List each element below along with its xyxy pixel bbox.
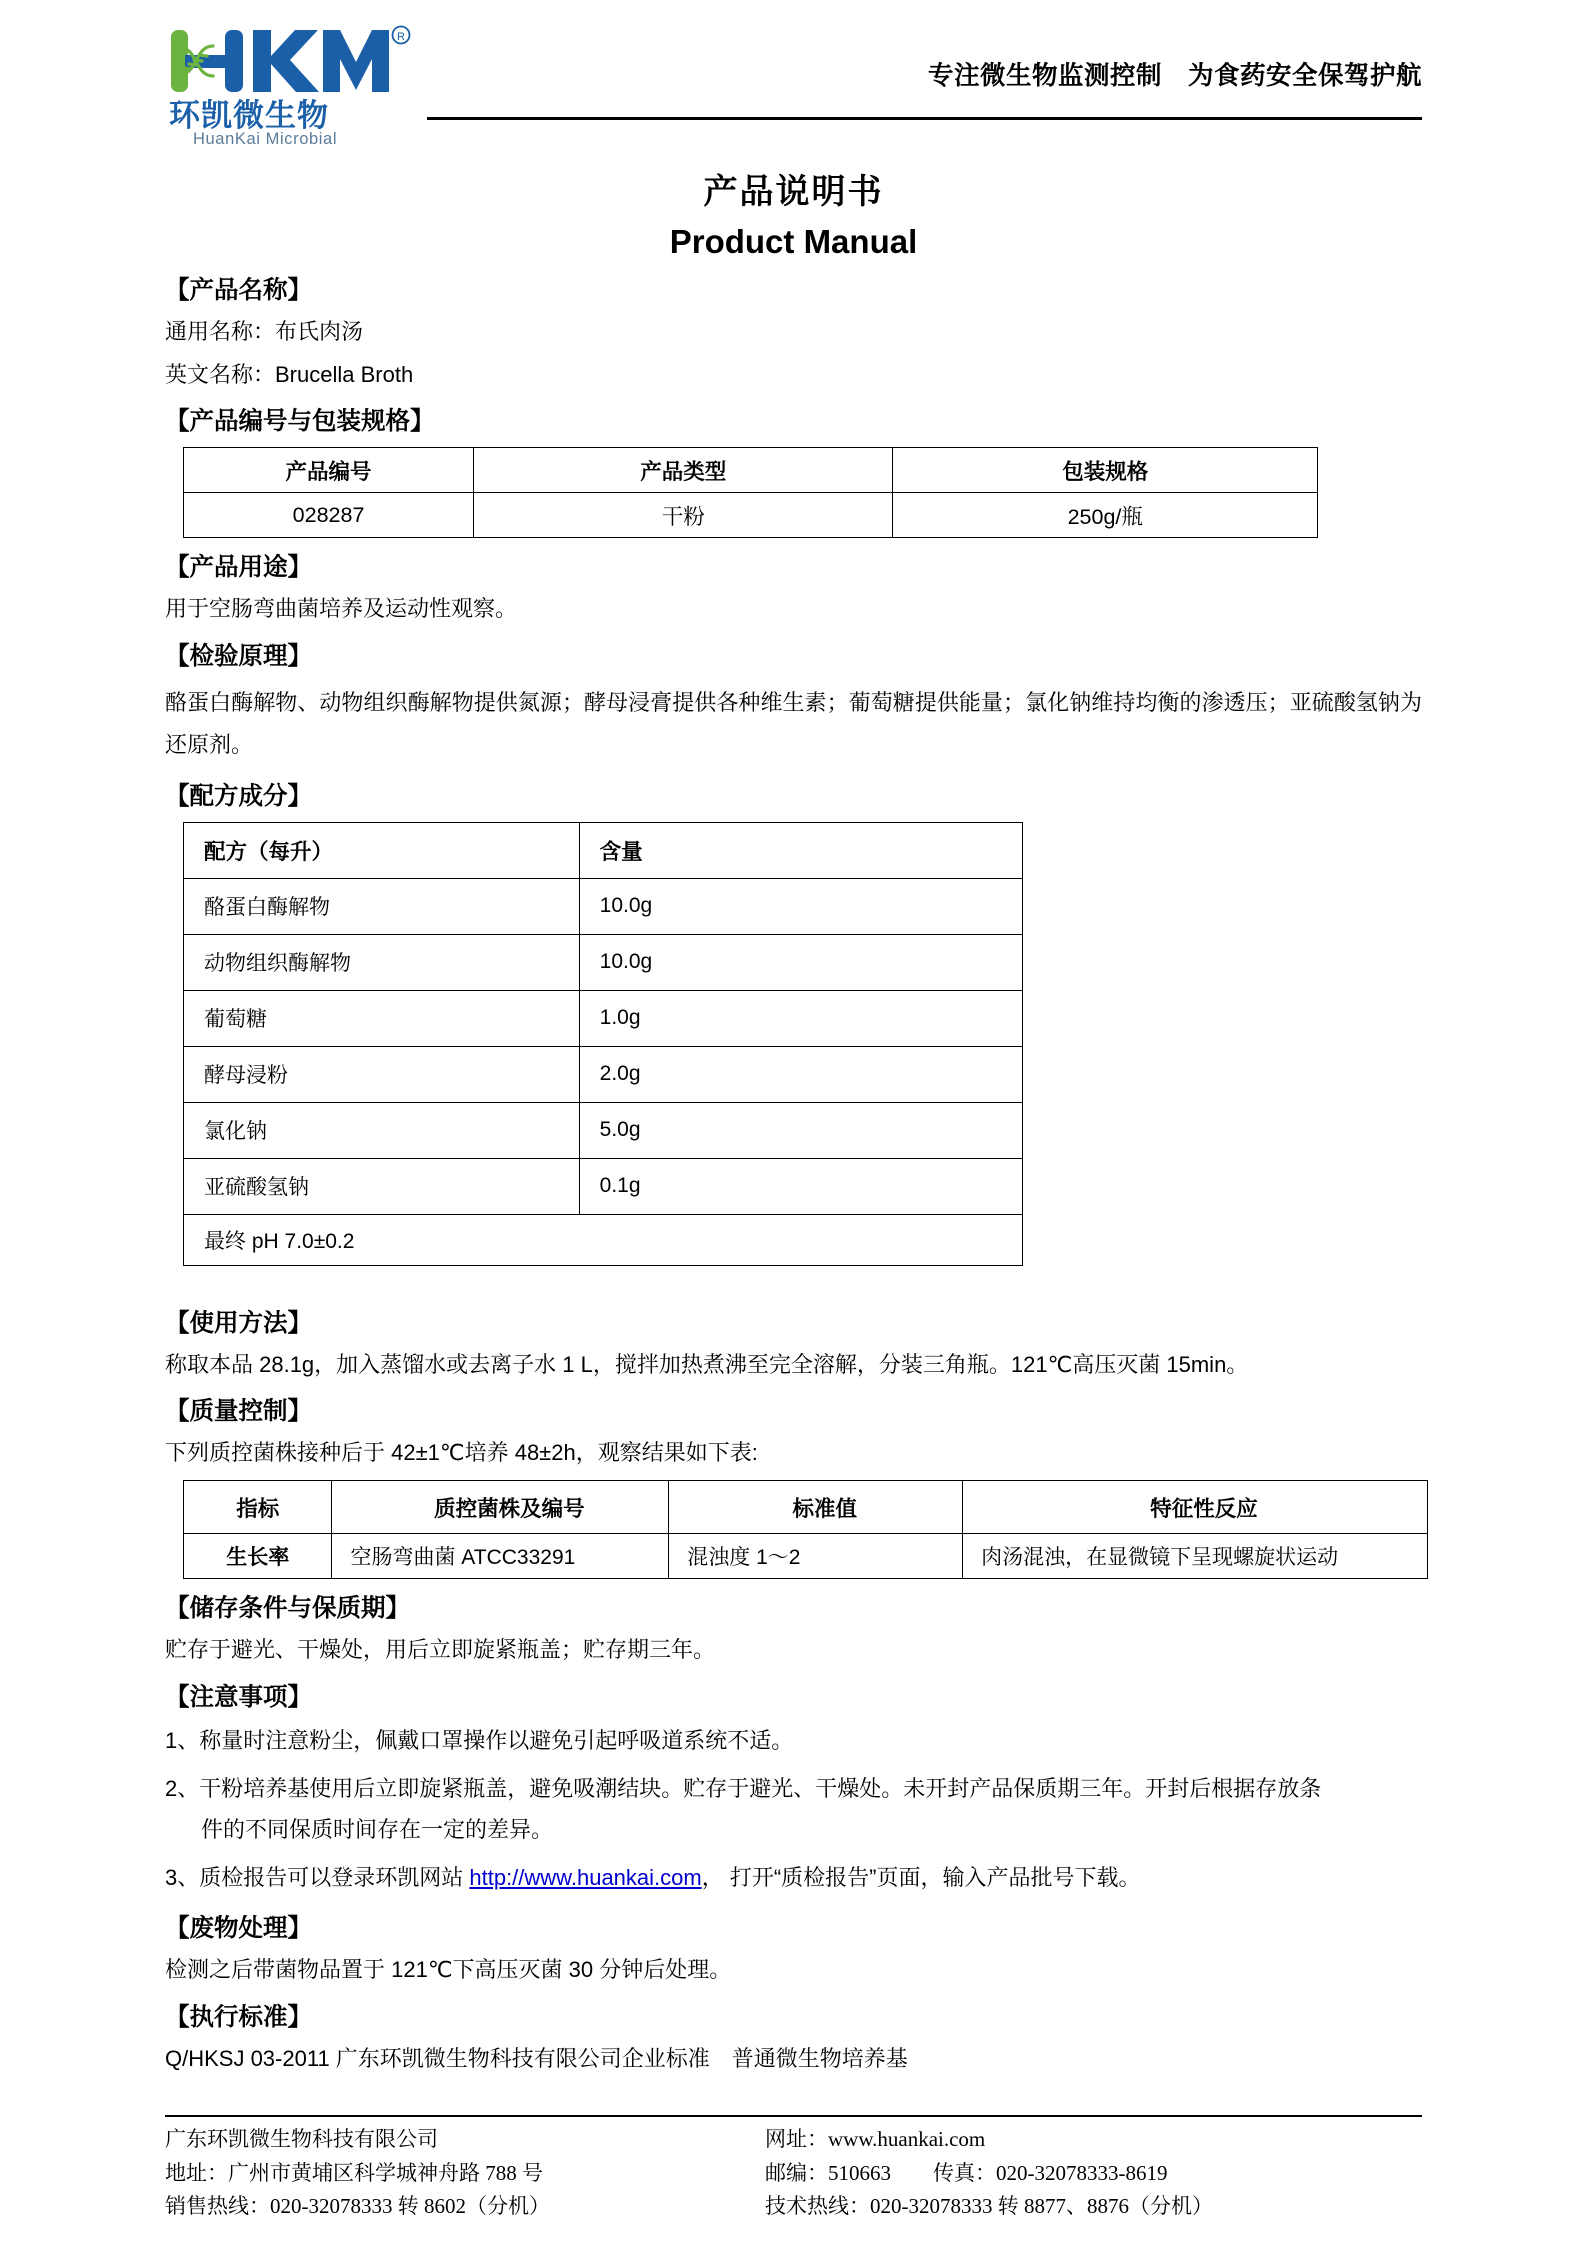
principle-text: 酪蛋白酶解物、动物组织酶解物提供氮源；酵母浸膏提供各种维生素；葡萄糖提供能量；氯化钠维持均衡的渗透压；亚硫酸氢钠为还原剂。 <box>165 690 1422 758</box>
section-heading-formula: 【配方成分】 <box>165 782 312 810</box>
note-text-after-link: ， 打开“质检报告”页面，输入产品批号下载。 <box>701 1865 1141 1891</box>
cell-strain: 空肠弯曲菌 ATCC33291 <box>332 1534 669 1579</box>
note-text: 干粉培养基使用后立即旋紧瓶盖，避免吸潮结块。贮存于避光、干燥处。未开封产品保质期三年。开封后根据存放条 <box>199 1775 1322 1801</box>
huankai-website-link[interactable]: http://www.huankai.com <box>469 1865 702 1891</box>
cell-package-spec: 250g/瓶 <box>893 493 1318 538</box>
note-text: 称量时注意粉尘，佩戴口罩操作以避免引起呼吸道系统不适。 <box>199 1727 794 1753</box>
table-row <box>184 934 1023 990</box>
product-code-table <box>183 447 1318 538</box>
table-row-ph <box>184 1214 1023 1265</box>
table-row <box>184 1158 1023 1214</box>
cell-amount: 1.0g <box>579 990 1022 1046</box>
note-text-continued: 件的不同保质时间存在一定的差异。 <box>201 1817 554 1843</box>
section-heading-quality-control: 【质量控制】 <box>165 1398 312 1426</box>
cell-ingredient: 氯化钠 <box>184 1102 580 1158</box>
svg-text:HuanKai Microbial: HuanKai Microbial <box>193 130 338 147</box>
footer-divider <box>165 2115 1422 2117</box>
table-row <box>184 493 1318 538</box>
footer-tech-hotline: 技术热线：020-32078333 转 8877、8876（分机） <box>765 2193 1213 2218</box>
cell-indicator: 生长率 <box>184 1534 332 1579</box>
note-number: 3、 <box>165 1865 200 1891</box>
note-item <box>165 1857 1422 1899</box>
cell-characteristic-reaction: 肉汤混浊，在显微镜下呈现螺旋状运动 <box>963 1534 1428 1579</box>
page-title-cn: 产品说明书 <box>703 173 884 211</box>
column-header-reaction: 特征性反应 <box>963 1481 1428 1534</box>
table-header-row <box>184 1481 1428 1534</box>
table-row <box>184 1534 1428 1579</box>
footer-postcode-fax: 邮编：510663 传真：020-32078333-8619 <box>765 2160 1168 2185</box>
cell-amount: 10.0g <box>579 878 1022 934</box>
cell-amount: 5.0g <box>579 1102 1022 1158</box>
footer-column-right <box>765 2123 1422 2223</box>
section-heading-usage: 【使用方法】 <box>165 1309 312 1337</box>
note-text-before-link: 质检报告可以登录环凯网站 <box>199 1865 470 1891</box>
column-header-ingredient: 配方（每升） <box>184 822 580 878</box>
page-header <box>165 0 1422 147</box>
note-number: 1、 <box>165 1727 200 1753</box>
cell-standard-value: 混浊度 1～2 <box>669 1534 963 1579</box>
quality-control-intro: 下列质控菌株接种后于 42±1℃培养 48±2h，观察结果如下表: <box>165 1440 758 1466</box>
cell-ingredient: 酪蛋白酶解物 <box>184 878 580 934</box>
company-logo <box>165 22 445 147</box>
cell-product-type: 干粉 <box>474 493 893 538</box>
note-item <box>165 1720 1422 1762</box>
table-header-row <box>184 822 1023 878</box>
section-heading-standard: 【执行标准】 <box>165 2003 312 2031</box>
section-heading-product-name: 【产品名称】 <box>165 277 312 304</box>
footer-column-left <box>165 2123 765 2223</box>
waste-text: 检测之后带菌物品置于 121℃下高压灭菌 30 分钟后处理。 <box>165 1957 732 1983</box>
usage-text: 称取本品 28.1g，加入蒸馏水或去离子水 1 L，搅拌加热煮沸至完全溶解，分装三角瓶。121℃高压灭菌 15min。 <box>165 1351 1249 1377</box>
section-heading-purpose: 【产品用途】 <box>165 554 312 582</box>
table-row <box>184 1102 1023 1158</box>
storage-text: 贮存于避光、干燥处，用后立即旋紧瓶盖；贮存期三年。 <box>165 1637 716 1663</box>
page-title-en: Product Manual <box>669 223 918 260</box>
column-header-indicator: 指标 <box>184 1481 332 1534</box>
cell-ingredient: 葡萄糖 <box>184 990 580 1046</box>
header-slogan: 专注微生物监测控制 为食药安全保驾护航 <box>927 62 1422 90</box>
page-footer <box>165 2115 1422 2223</box>
cell-ingredient: 亚硫酸氢钠 <box>184 1158 580 1214</box>
product-english-name: 英文名称：Brucella Broth <box>165 361 414 387</box>
hkm-logo-icon <box>165 22 445 147</box>
standard-text: Q/HKSJ 03-2011 广东环凯微生物科技有限公司企业标准 普通微生物培养基 <box>165 2045 908 2071</box>
column-header-standard: 标准值 <box>669 1481 963 1534</box>
cell-final-ph: 最终 pH 7.0±0.2 <box>184 1214 1023 1265</box>
purpose-text: 用于空肠弯曲菌培养及运动性观察。 <box>165 596 518 622</box>
product-generic-name: 通用名称：布氏肉汤 <box>165 319 364 345</box>
cell-amount: 2.0g <box>579 1046 1022 1102</box>
column-header-strain: 质控菌株及编号 <box>332 1481 669 1534</box>
section-heading-principle: 【检验原理】 <box>165 643 312 671</box>
table-row <box>184 1046 1023 1102</box>
footer-address: 地址：广州市黄埔区科学城神舟路 788 号 <box>165 2160 543 2185</box>
cell-ingredient: 酵母浸粉 <box>184 1046 580 1102</box>
cell-amount: 10.0g <box>579 934 1022 990</box>
quality-control-table <box>183 1480 1428 1579</box>
column-header-amount: 含量 <box>579 822 1022 878</box>
column-header-package: 包装规格 <box>893 448 1318 493</box>
section-heading-waste: 【废物处理】 <box>165 1914 312 1942</box>
svg-text:R: R <box>397 31 405 43</box>
table-row <box>184 878 1023 934</box>
footer-company-name: 广东环凯微生物科技有限公司 <box>165 2127 438 2152</box>
section-heading-storage: 【储存条件与保质期】 <box>165 1595 410 1623</box>
column-header-code: 产品编号 <box>184 448 474 493</box>
svg-text:环凯微生物: 环凯微生物 <box>169 98 329 133</box>
formula-table <box>183 822 1023 1266</box>
table-header-row <box>184 448 1318 493</box>
column-header-type: 产品类型 <box>474 448 893 493</box>
footer-website: 网址：www.huankai.com <box>765 2127 986 2152</box>
cell-amount: 0.1g <box>579 1158 1022 1214</box>
section-heading-notes: 【注意事项】 <box>165 1683 312 1711</box>
note-number: 2、 <box>165 1775 200 1801</box>
footer-sales-hotline: 销售热线：020-32078333 转 8602（分机） <box>165 2193 550 2218</box>
section-heading-product-code: 【产品编号与包装规格】 <box>165 408 435 436</box>
cell-product-code: 028287 <box>184 493 474 538</box>
table-row <box>184 990 1023 1046</box>
note-item <box>165 1768 1422 1852</box>
header-divider <box>427 117 1422 120</box>
cell-ingredient: 动物组织酶解物 <box>184 934 580 990</box>
